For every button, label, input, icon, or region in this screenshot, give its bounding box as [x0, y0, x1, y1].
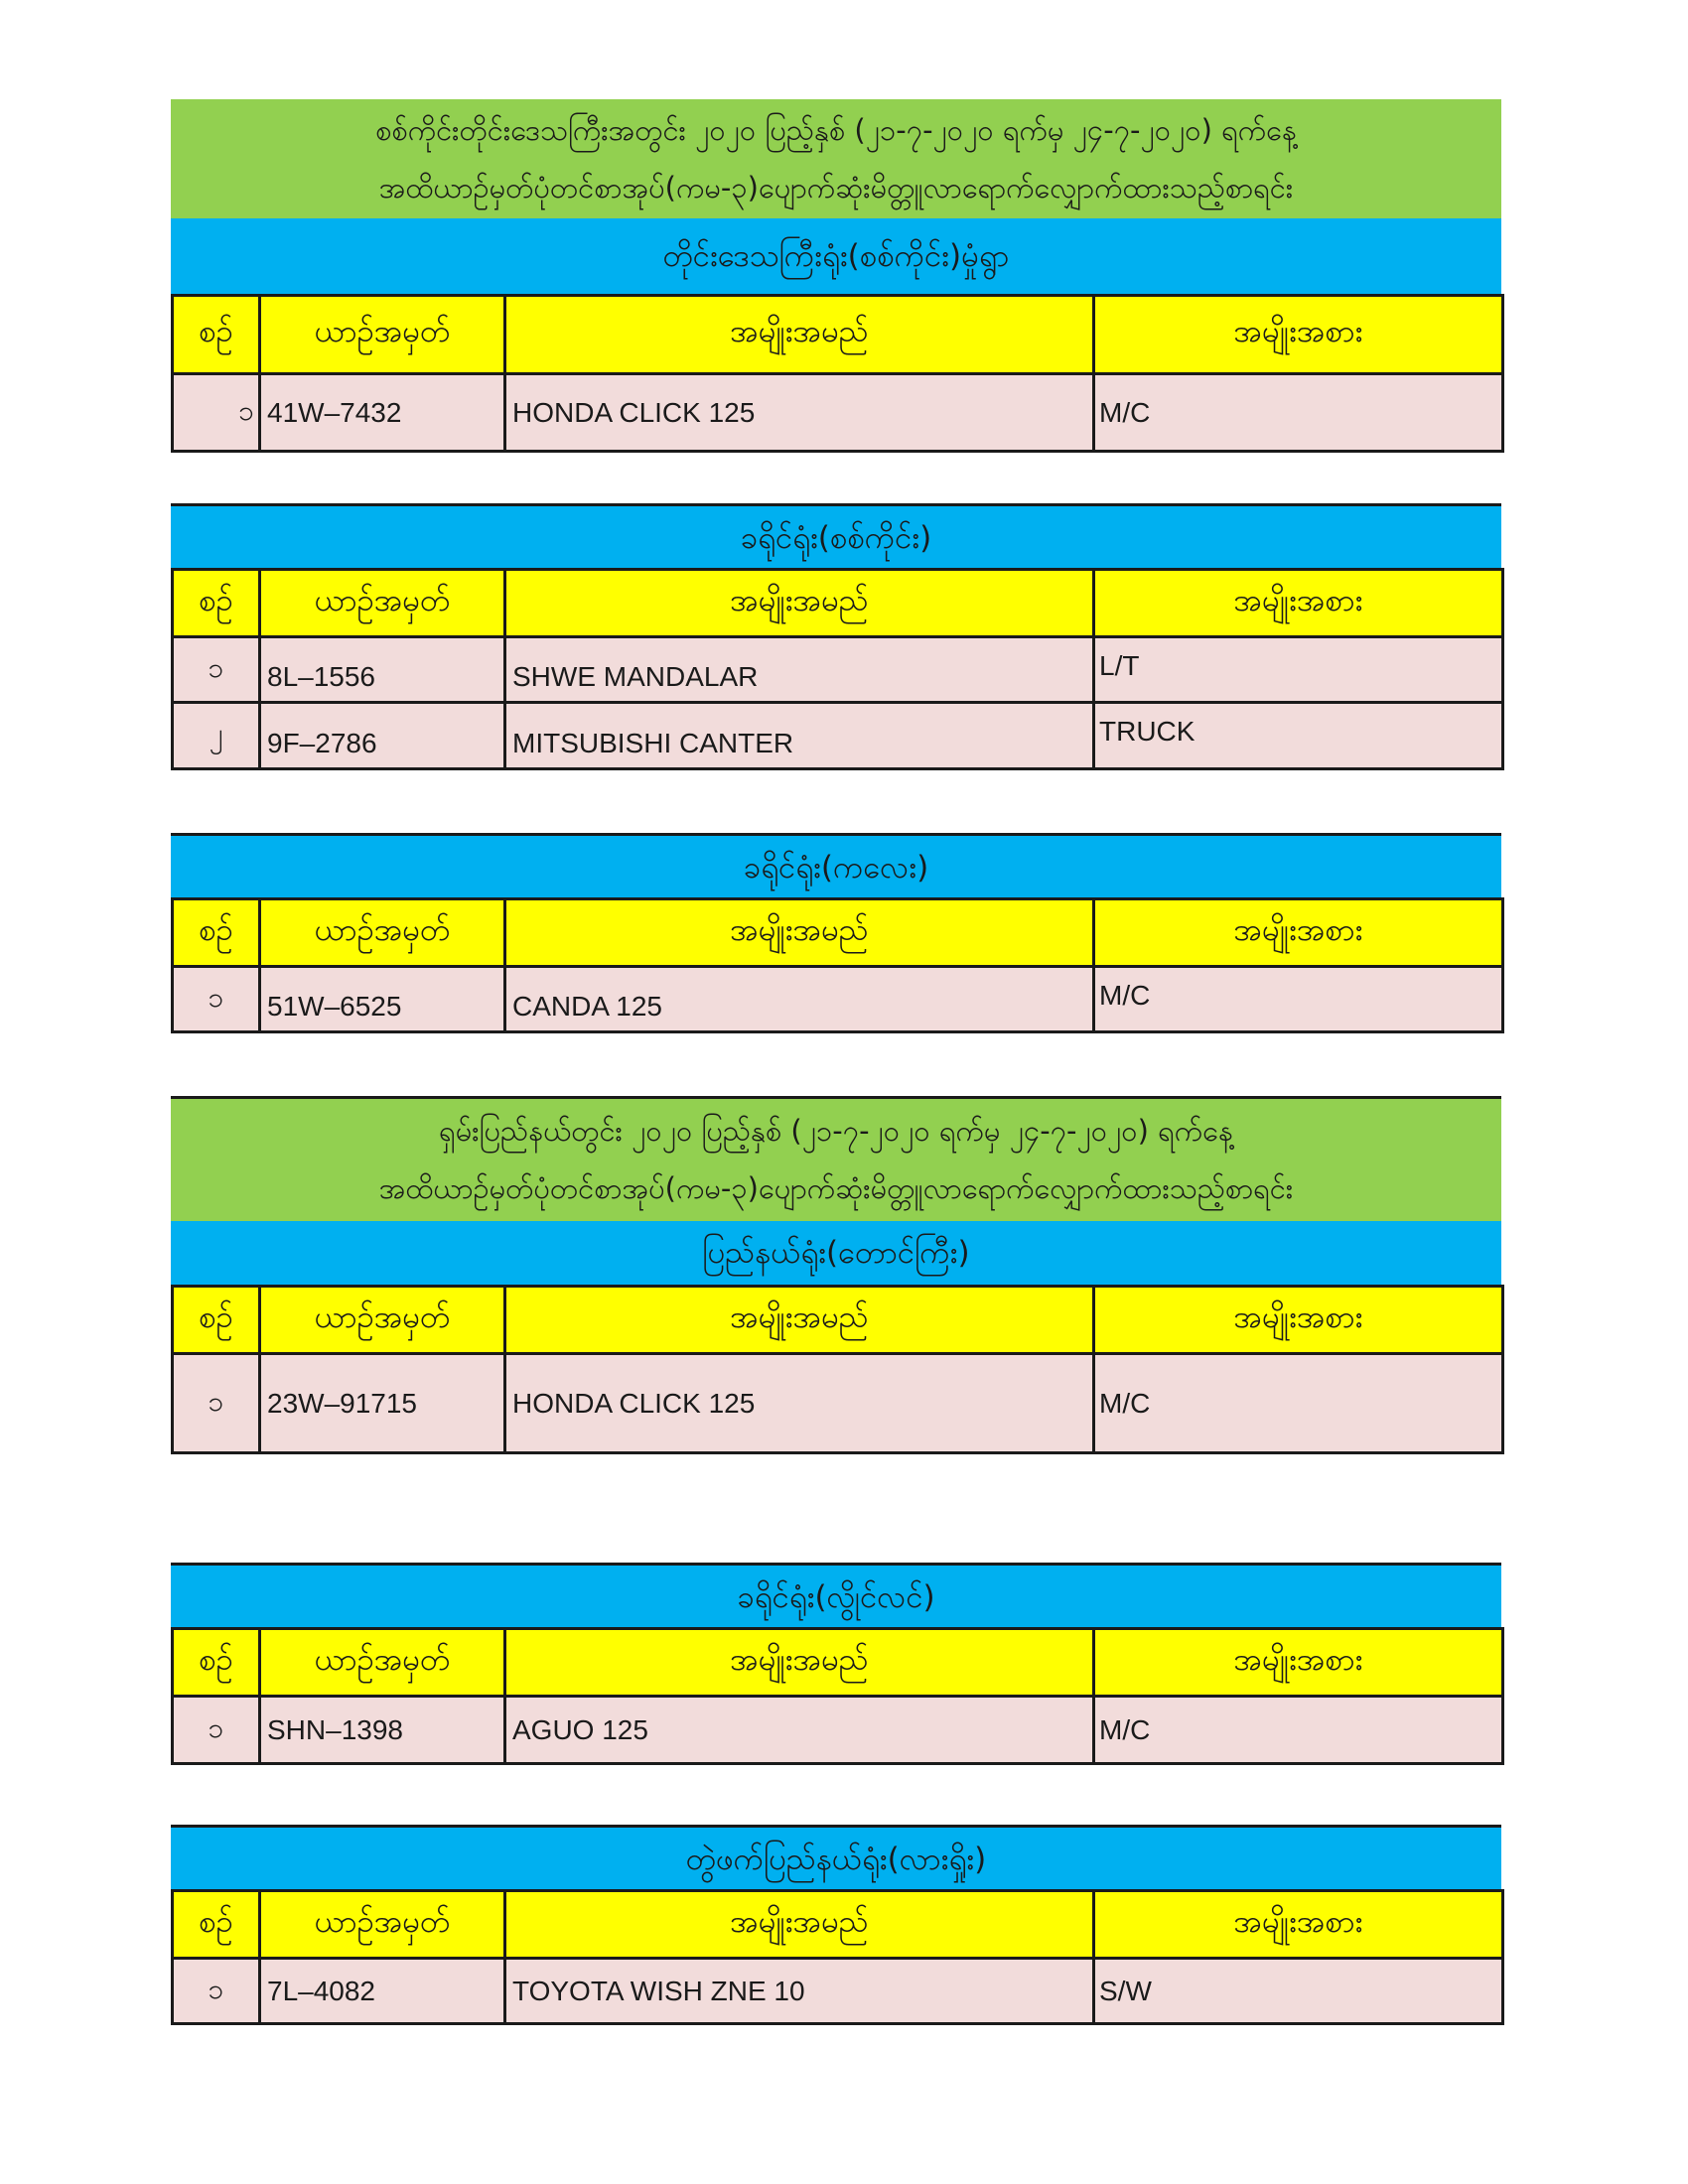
region-header [171, 99, 1501, 218]
col-header-sn: စဉ် [173, 1287, 260, 1354]
cell-type: M/C [1094, 967, 1503, 1032]
table-header-row [173, 570, 1503, 637]
sagaing-block [171, 99, 1501, 453]
vehicle-table [171, 897, 1504, 1033]
cell-sn: ၁ [173, 1354, 260, 1453]
vehicle-table [171, 1627, 1504, 1765]
section-title: ပြည်နယ်ရုံး(တောင်ကြီး) [171, 1221, 1501, 1285]
col-header-sn: စဉ် [173, 899, 260, 967]
cell-sn: ၁ [173, 1697, 260, 1764]
col-header-type: အမျိုးအစား [1094, 296, 1503, 374]
col-header-reg: ယာဉ်အမှတ် [260, 1287, 505, 1354]
cell-make: CANDA 125 [505, 967, 1094, 1032]
col-header-type: အမျိုးအစား [1094, 1891, 1503, 1959]
col-header-make: အမျိုးအမည် [505, 570, 1094, 637]
section-title: တွဲဖက်ပြည်နယ်ရုံး(လားရှိုး) [171, 1825, 1501, 1889]
col-header-make: အမျိုးအမည် [505, 1629, 1094, 1697]
cell-type: TRUCK [1094, 703, 1503, 769]
cell-reg: 7L–4082 [260, 1959, 505, 2024]
col-header-sn: စဉ် [173, 1891, 260, 1959]
region-header-line1: စစ်ကိုင်းတိုင်းဒေသကြီးအတွင်း ၂၀၂၀ ပြည့်နှစ် (၂၁-၇-၂၀၂၀ ရက်မှ ၂၄-၇-၂၀၂၀) ရက်နေ့ [375, 113, 1297, 147]
table-header-row [173, 899, 1503, 967]
cell-reg: 23W–91715 [260, 1354, 505, 1453]
region-header-line2: အထိယာဉ်မှတ်ပုံတင်စာအုပ်(ကမ-၃)ပျောက်ဆုံးမိတ္တူလာရောက်လျှောက်ထားသည့်စာရင်း [378, 171, 1294, 205]
section-title: ခရိုင်ရုံး(စစ်ကိုင်း) [171, 503, 1501, 568]
cell-reg: 51W–6525 [260, 967, 505, 1032]
sagaing-district-block [171, 503, 1501, 770]
cell-reg: 9F–2786 [260, 703, 505, 769]
kale-district-block [171, 833, 1501, 1033]
col-header-reg: ယာဉ်အမှတ် [260, 899, 505, 967]
cell-type: M/C [1094, 1697, 1503, 1764]
lashio-office-block [171, 1825, 1501, 2025]
cell-make: SHWE MANDALAR [505, 637, 1094, 703]
col-header-make: အမျိုးအမည် [505, 1891, 1094, 1959]
cell-type: L/T [1094, 637, 1503, 703]
cell-reg: 41W–7432 [260, 374, 505, 452]
table-row [173, 1959, 1503, 2024]
cell-sn: ၂ [173, 703, 260, 769]
table-row [173, 1697, 1503, 1764]
cell-sn: ၁ [173, 637, 260, 703]
table-row [173, 374, 1503, 452]
cell-type: M/C [1094, 1354, 1503, 1453]
section-title: ခရိုင်ရုံး(လွိုင်လင်) [171, 1563, 1501, 1627]
cell-sn: ၁ [173, 374, 260, 452]
table-row [173, 1354, 1503, 1453]
vehicle-table [171, 294, 1504, 453]
col-header-reg: ယာဉ်အမှတ် [260, 1891, 505, 1959]
col-header-sn: စဉ် [173, 1629, 260, 1697]
table-header-row [173, 1287, 1503, 1354]
col-header-type: အမျိုးအစား [1094, 1629, 1503, 1697]
cell-make: TOYOTA WISH ZNE 10 [505, 1959, 1094, 2024]
vehicle-table [171, 568, 1504, 770]
col-header-make: အမျိုးအမည် [505, 296, 1094, 374]
cell-sn: ၁ [173, 967, 260, 1032]
col-header-make: အမျိုးအမည် [505, 1287, 1094, 1354]
col-header-reg: ယာဉ်အမှတ် [260, 1629, 505, 1697]
cell-make: AGUO 125 [505, 1697, 1094, 1764]
loilem-district-block [171, 1563, 1501, 1765]
cell-make: MITSUBISHI CANTER [505, 703, 1094, 769]
cell-reg: 8L–1556 [260, 637, 505, 703]
table-header-row [173, 1891, 1503, 1959]
state-header [171, 1096, 1501, 1221]
table-row [173, 637, 1503, 703]
section-title: ခရိုင်ရုံး(ကလေး) [171, 833, 1501, 897]
cell-type: S/W [1094, 1959, 1503, 2024]
col-header-sn: စဉ် [173, 296, 260, 374]
col-header-type: အမျိုးအစား [1094, 1287, 1503, 1354]
cell-sn: ၁ [173, 1959, 260, 2024]
table-header-row [173, 1629, 1503, 1697]
col-header-reg: ယာဉ်အမှတ် [260, 296, 505, 374]
cell-reg: SHN–1398 [260, 1697, 505, 1764]
cell-make: HONDA CLICK 125 [505, 374, 1094, 452]
vehicle-table [171, 1889, 1504, 2025]
cell-type: M/C [1094, 374, 1503, 452]
table-header-row [173, 296, 1503, 374]
section-title: တိုင်းဒေသကြီးရုံး(စစ်ကိုင်း)မှုံရွာ [171, 218, 1501, 294]
col-header-make: အမျိုးအမည် [505, 899, 1094, 967]
table-row [173, 967, 1503, 1032]
col-header-reg: ယာဉ်အမှတ် [260, 570, 505, 637]
shan-block [171, 1096, 1501, 1454]
col-header-type: အမျိုးအစား [1094, 570, 1503, 637]
state-header-line2: အထိယာဉ်မှတ်ပုံတင်စာအုပ်(ကမ-၃)ပျောက်ဆုံးမိတ္တူလာရောက်လျှောက်ထားသည့်စာရင်း [378, 1171, 1294, 1205]
state-header-line1: ရှမ်းပြည်နယ်တွင်း ၂၀၂၀ ပြည့်နှစ် (၂၁-၇-၂၀၂၀ ရက်မှ ၂၄-၇-၂၀၂၀) ရက်နေ့ [439, 1114, 1233, 1148]
col-header-type: အမျိုးအစား [1094, 899, 1503, 967]
table-row [173, 703, 1503, 769]
col-header-sn: စဉ် [173, 570, 260, 637]
vehicle-table [171, 1285, 1504, 1454]
cell-make: HONDA CLICK 125 [505, 1354, 1094, 1453]
